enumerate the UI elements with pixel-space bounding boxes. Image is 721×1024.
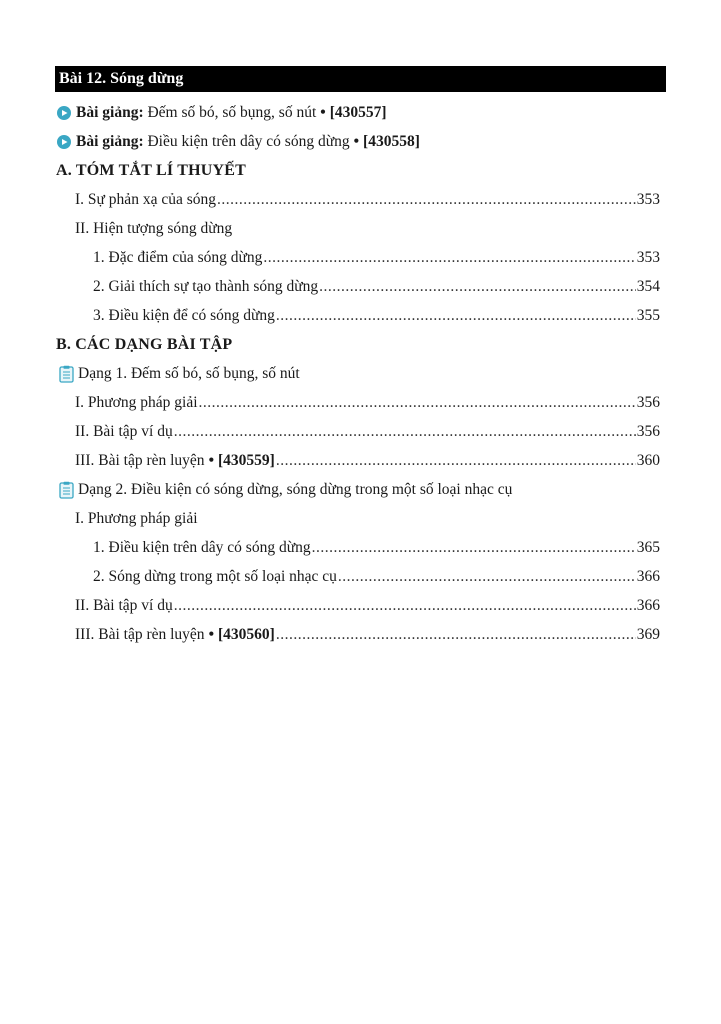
toc-entry-page: 353 (636, 249, 660, 266)
dot-leader (174, 417, 636, 446)
chapter-title: Bài 12. Sóng dừng (55, 66, 666, 92)
toc-entry-page: 366 (636, 597, 660, 614)
lecture-text: Đếm số bó, số bụng, số nút (147, 103, 317, 121)
section-a-title: A. TÓM TẮT LÍ THUYẾT (56, 162, 246, 179)
toc-entry (55, 214, 666, 243)
toc-entry[interactable] (55, 388, 666, 417)
lecture-code: [430557] (329, 103, 387, 121)
exercise-code: [430559] (218, 452, 275, 469)
toc-entry-label: 2. Sóng dừng trong một số loại nhạc cụ (93, 568, 337, 585)
toc-entry-page: 356 (636, 423, 660, 440)
bullet-separator: • (208, 452, 214, 469)
toc-entry[interactable] (55, 417, 666, 446)
toc-entry[interactable] (55, 272, 666, 301)
lecture-link-1[interactable] (55, 98, 666, 127)
lecture-prefix: Bài giảng: (76, 132, 144, 150)
dot-leader (338, 562, 636, 591)
toc-entry[interactable] (55, 591, 666, 620)
toc-entry-label: I. Sự phản xạ của sóng (75, 191, 216, 208)
toc-page (55, 66, 666, 649)
toc-entry-label (75, 620, 275, 649)
toc-entry-label: 3. Điều kiện để có sóng dừng (93, 307, 275, 324)
toc-entry-label: I. Phương pháp giải (75, 394, 198, 411)
dot-leader (199, 388, 636, 417)
toc-entry-label: II. Bài tập ví dụ (75, 597, 173, 614)
toc-entry[interactable] (55, 533, 666, 562)
toc-entry-label: 1. Điều kiện trên dây có sóng dừng (93, 539, 311, 556)
lecture-code: [430558] (363, 132, 420, 150)
toc-entry-label: II. Bài tập ví dụ (75, 423, 173, 440)
toc-entry[interactable] (55, 446, 666, 475)
toc-entry[interactable] (55, 185, 666, 214)
toc-entry-text: III. Bài tập rèn luyện (75, 626, 205, 643)
exercise-code: [430560] (218, 626, 275, 643)
toc-entry-label: 1. Đặc điểm của sóng dừng (93, 249, 263, 266)
lecture-text: Điều kiện trên dây có sóng dừng (147, 132, 350, 150)
dot-leader (312, 533, 636, 562)
dot-leader (217, 185, 636, 214)
lecture-link-2[interactable] (55, 127, 666, 156)
dot-leader (174, 591, 636, 620)
dot-leader (276, 301, 636, 330)
toc-entry-page: 366 (636, 568, 660, 585)
play-circle-icon (57, 135, 71, 149)
toc-entry-page: 355 (636, 307, 660, 324)
dang-1-heading[interactable] (55, 359, 666, 388)
clipboard-icon (59, 365, 74, 383)
dang-1-title: Dạng 1. Đếm số bó, số bụng, số nút (78, 364, 300, 382)
dot-leader (319, 272, 636, 301)
dot-leader (263, 243, 635, 272)
dot-leader (276, 620, 636, 649)
dot-leader (276, 446, 636, 475)
toc-entry[interactable] (55, 243, 666, 272)
toc-entry[interactable] (55, 562, 666, 591)
toc-entry-page: 365 (636, 539, 660, 556)
toc-entry-page: 356 (636, 394, 660, 411)
play-circle-icon (57, 106, 71, 120)
clipboard-icon (59, 481, 74, 499)
toc-entry-text: III. Bài tập rèn luyện (75, 452, 205, 469)
toc-entry-page: 360 (636, 452, 660, 469)
lecture-prefix: Bài giảng: (76, 103, 144, 121)
section-b-title: B. CÁC DẠNG BÀI TẬP (56, 336, 233, 353)
toc-entry[interactable] (55, 301, 666, 330)
toc-entry (55, 504, 666, 533)
bullet-separator: • (320, 103, 326, 121)
toc-entry-label (75, 446, 275, 475)
toc-entry-page: 353 (636, 191, 660, 208)
toc-entry-page: 354 (636, 278, 660, 295)
toc-entry[interactable] (55, 620, 666, 649)
bullet-separator: • (353, 132, 360, 150)
toc-entry-label: I. Phương pháp giải (75, 510, 198, 527)
dang-2-heading[interactable] (55, 475, 666, 504)
toc-entry-page: 369 (636, 626, 660, 643)
toc-entry-label: 2. Giải thích sự tạo thành sóng dừng (93, 278, 319, 295)
dang-2-title: Dạng 2. Điều kiện có sóng dừng, sóng dừng trong một số loại nhạc cụ (78, 480, 513, 498)
bullet-separator: • (208, 626, 214, 643)
toc-entry-label: II. Hiện tượng sóng dừng (75, 220, 233, 237)
